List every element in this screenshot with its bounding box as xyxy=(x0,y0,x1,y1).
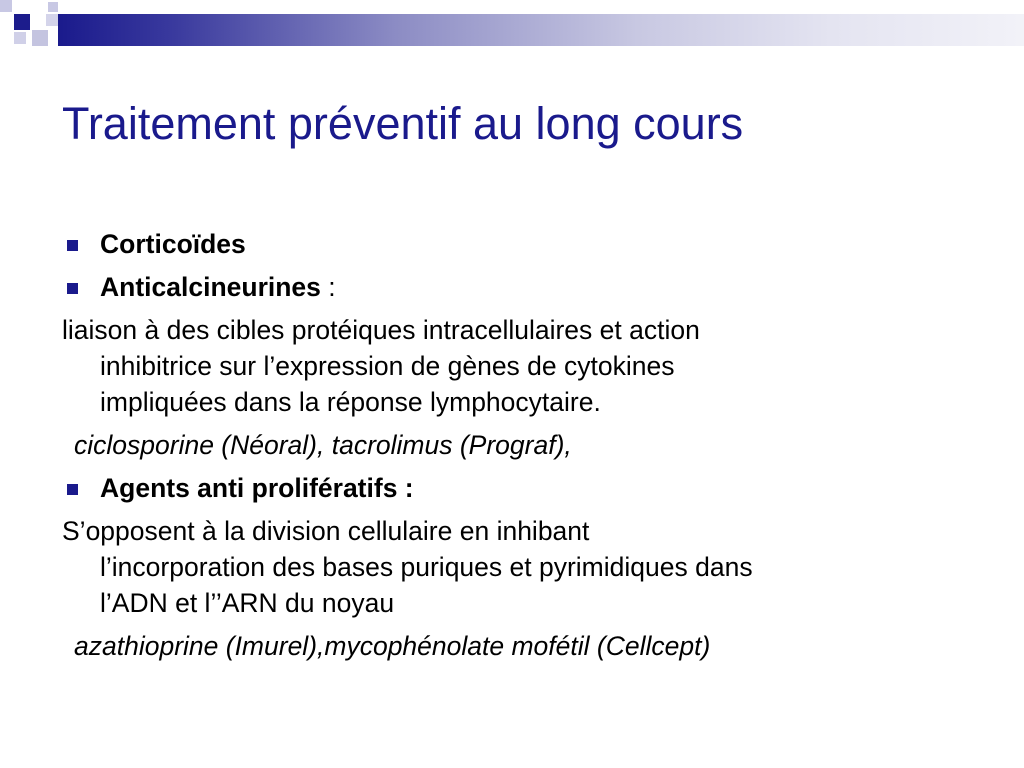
decor-square xyxy=(46,14,58,26)
decor-square xyxy=(48,2,58,12)
text-line: impliquées dans la réponse lymphocytaire. xyxy=(100,387,601,417)
bullet-item-antiproliferatifs xyxy=(62,470,962,506)
text-line: S’opposent à la division cellulaire en inhibant xyxy=(62,516,590,546)
text-line: l’ADN et l’’ARN du noyau xyxy=(100,588,395,618)
square-bullet-icon xyxy=(67,240,78,251)
text-line: liaison à des cibles protéiques intracellulaires et action xyxy=(62,315,700,345)
header-gradient-band xyxy=(58,14,1024,46)
slide-body xyxy=(62,226,962,671)
decor-square xyxy=(14,14,30,30)
text-line: inhibitrice sur l’expression de gènes de cytokines xyxy=(100,351,675,381)
bullet-label: Agents anti prolifératifs : xyxy=(100,473,414,503)
bullet-suffix: : xyxy=(320,272,336,302)
decor-square xyxy=(14,32,26,44)
square-bullet-icon xyxy=(67,283,78,294)
bullet-item-corticoides xyxy=(62,226,962,262)
anticalcineurines-description xyxy=(62,312,962,420)
bullet-item-anticalcineurines xyxy=(62,269,962,305)
bullet-label: Anticalcineurines xyxy=(100,272,321,302)
decor-square xyxy=(32,30,48,46)
anticalcineurines-examples: ciclosporine (Néoral), tacrolimus (Prograf), xyxy=(74,430,572,460)
decor-square xyxy=(0,0,12,12)
text-line: l’incorporation des bases puriques et pyrimidiques dans xyxy=(100,552,753,582)
antiproliferatifs-examples: azathioprine (Imurel),mycophénolate mofétil (Cellcept) xyxy=(74,631,711,661)
square-bullet-icon xyxy=(67,484,78,495)
slide-title: Traitement préventif au long cours xyxy=(62,98,744,149)
antiproliferatifs-description xyxy=(62,513,962,621)
bullet-label: Corticoïdes xyxy=(100,229,246,259)
